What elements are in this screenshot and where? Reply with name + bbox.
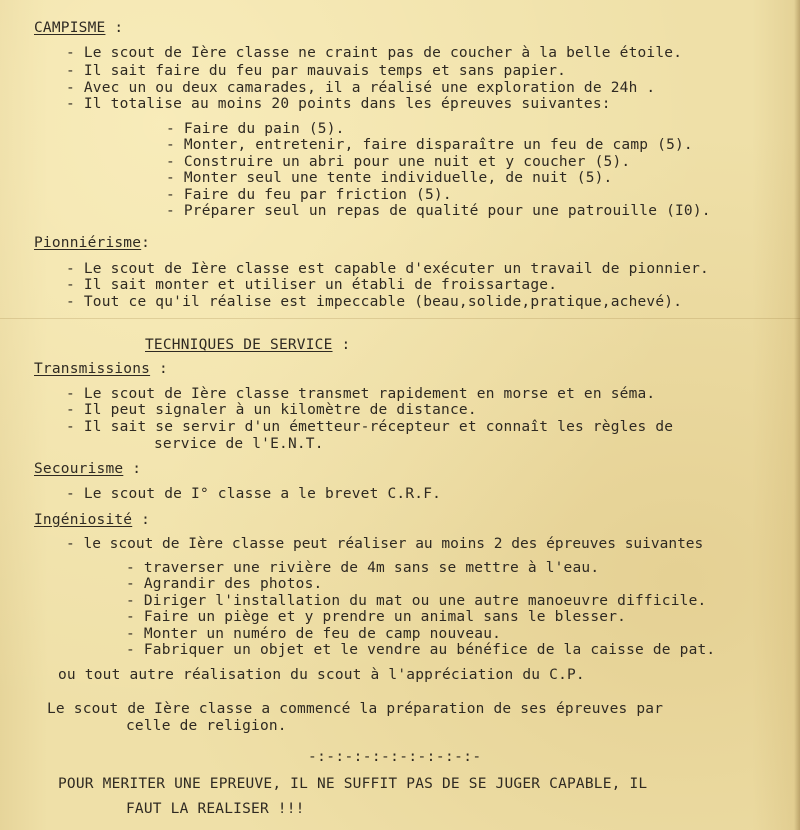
pionnierisme-line: - Tout ce qu'il réalise est impeccable (beau,solide,pratique,achevé). bbox=[66, 294, 683, 310]
ingeniosite-epreuve: - Monter un numéro de feu de camp nouveau. bbox=[126, 626, 502, 642]
ingeniosite-epreuve: - traverser une rivière de 4m sans se mettre à l'eau. bbox=[126, 560, 600, 576]
heading-suffix: : bbox=[105, 20, 124, 36]
transmissions-line: - Le scout de Ière classe transmet rapidement en morse et en séma. bbox=[66, 386, 656, 402]
pionnierisme-line: - Le scout de Ière classe est capable d'exécuter un travail de pionnier. bbox=[66, 261, 709, 277]
campisme-epreuve: - Monter seul une tente individuelle, de nuit (5). bbox=[166, 170, 613, 186]
heading-text: TECHNIQUES DE SERVICE bbox=[145, 337, 333, 353]
heading-text: Pionniérisme bbox=[34, 235, 142, 251]
heading-text: Secourisme bbox=[34, 461, 124, 477]
section-heading-transmissions bbox=[34, 361, 168, 377]
campisme-epreuve: - Faire du feu par friction (5). bbox=[166, 187, 452, 203]
section-heading-secourisme bbox=[34, 461, 141, 477]
paper-edge bbox=[794, 0, 800, 830]
ingeniosite-epreuve: - Fabriquer un objet et le vendre au bénéfice de la caisse de pat. bbox=[126, 642, 716, 658]
heading-suffix: : bbox=[132, 512, 151, 528]
transmissions-line: - Il sait se servir d'un émetteur-récepteur et connaît les règles de bbox=[66, 419, 674, 435]
heading-suffix: : bbox=[332, 337, 351, 353]
campisme-epreuve: - Faire du pain (5). bbox=[166, 121, 345, 137]
campisme-epreuve: - Préparer seul un repas de qualité pour une patrouille (I0). bbox=[166, 203, 711, 219]
heading-text: Ingéniosité bbox=[34, 512, 133, 528]
pionnierisme-line: - Il sait monter et utiliser un établi de froissartage. bbox=[66, 277, 558, 293]
ingeniosite-intro: - le scout de Ière classe peut réaliser au moins 2 des épreuves suivantes bbox=[66, 536, 704, 552]
campisme-line: - Il totalise au moins 20 points dans les épreuves suivantes: bbox=[66, 96, 611, 112]
ingeniosite-epreuve: - Faire un piège et y prendre un animal sans le blesser. bbox=[126, 609, 627, 625]
ingeniosite-epreuve: - Diriger l'installation du mat ou une autre manoeuvre difficile. bbox=[126, 593, 707, 609]
section-heading-pionnierisme bbox=[34, 235, 150, 251]
campisme-line: - Il sait faire du feu par mauvais temps et sans papier. bbox=[66, 63, 567, 79]
separator: -:-:-:-:-:-:-:-:-:- bbox=[308, 749, 482, 765]
campisme-line: - Le scout de Ière classe ne craint pas de coucher à la belle étoile. bbox=[66, 45, 683, 61]
religion-line: Le scout de Ière classe a commencé la préparation de ses épreuves par bbox=[47, 701, 664, 717]
closing-line: FAUT LA REALISER !!! bbox=[126, 801, 305, 817]
section-heading-campisme bbox=[34, 20, 123, 36]
ingeniosite-epreuve: - Agrandir des photos. bbox=[126, 576, 323, 592]
paper-fold bbox=[0, 318, 800, 319]
section-heading-techniques bbox=[145, 337, 350, 353]
closing-line: POUR MERITER UNE EPREUVE, IL NE SUFFIT PAS DE SE JUGER CAPABLE, IL bbox=[58, 776, 648, 792]
transmissions-line: - Il peut signaler à un kilomètre de distance. bbox=[66, 402, 477, 418]
campisme-epreuve: - Construire un abri pour une nuit et y coucher (5). bbox=[166, 154, 631, 170]
transmissions-line: service de l'E.N.T. bbox=[154, 436, 324, 452]
heading-text: CAMPISME bbox=[34, 20, 106, 36]
ingeniosite-outro: ou tout autre réalisation du scout à l'appréciation du C.P. bbox=[58, 667, 585, 683]
campisme-epreuve: - Monter, entretenir, faire disparaître un feu de camp (5). bbox=[166, 137, 693, 153]
heading-text: Transmissions bbox=[34, 361, 151, 377]
heading-suffix: : bbox=[141, 235, 151, 251]
religion-line: celle de religion. bbox=[126, 718, 287, 734]
heading-suffix: : bbox=[150, 361, 168, 377]
section-heading-ingeniosite bbox=[34, 512, 150, 528]
campisme-line: - Avec un ou deux camarades, il a réalisé une exploration de 24h . bbox=[66, 80, 656, 96]
secourisme-line: - Le scout de I° classe a le brevet C.R.F. bbox=[66, 486, 442, 502]
heading-suffix: : bbox=[123, 461, 142, 477]
